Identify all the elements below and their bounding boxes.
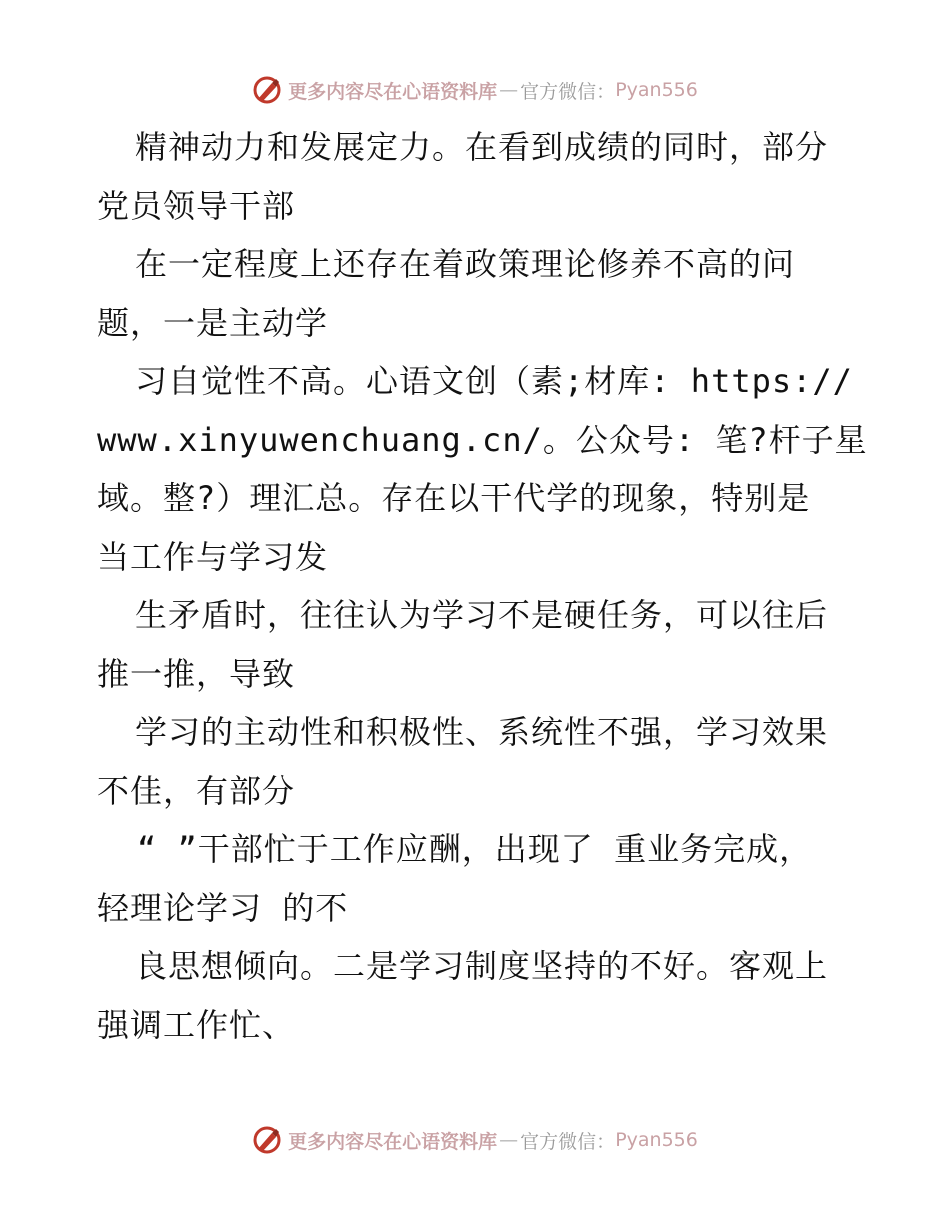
text-line: 当工作与学习发 bbox=[97, 537, 329, 576]
text-line: 不佳，有部分 bbox=[97, 771, 296, 810]
banner-dash: — bbox=[499, 79, 519, 101]
text-line: 轻理论学习 的不 bbox=[97, 888, 349, 927]
pen-logo-icon bbox=[252, 75, 282, 105]
text-line: 党员领导干部 bbox=[97, 186, 296, 225]
document-body bbox=[97, 118, 887, 1054]
text-line: www.xinyuwenchuang.cn/。公众号: 笔?杆子星 bbox=[97, 420, 868, 459]
footer-banner bbox=[0, 1120, 950, 1160]
text-line: 推一推，导致 bbox=[97, 654, 296, 693]
text-line: 精神动力和发展定力。在看到成绩的同时，部分 bbox=[135, 128, 829, 166]
text-line: 习自觉性不高。心语文创（素;材库: https:// bbox=[135, 362, 853, 400]
pen-logo-icon bbox=[252, 1125, 282, 1155]
text-line: 域。整?）理汇总。存在以干代学的现象，特别是 bbox=[97, 479, 811, 517]
banner-wechat-label: 官方微信： bbox=[520, 1130, 616, 1153]
banner-title: 更多内容尽在心语资料库 bbox=[288, 80, 498, 103]
text-line: 良思想倾向。二是学习制度坚持的不好。客观上 bbox=[135, 947, 829, 985]
text-line: 生矛盾时，往往认为学习不是硬任务，可以往后 bbox=[135, 596, 829, 634]
banner-wechat-id: Pyan556 bbox=[615, 79, 698, 101]
banner-wechat-label: 官方微信： bbox=[520, 80, 616, 103]
text-line: “ ”干部忙于工作应酬，出现了 重业务完成， bbox=[137, 830, 813, 868]
header-banner bbox=[0, 70, 950, 110]
banner-wechat-id: Pyan556 bbox=[615, 1129, 698, 1151]
text-line: 题，一是主动学 bbox=[97, 303, 329, 342]
banner-dash: — bbox=[499, 1129, 519, 1151]
text-line: 在一定程度上还存在着政策理论修养不高的问 bbox=[135, 245, 796, 283]
banner-title: 更多内容尽在心语资料库 bbox=[288, 1130, 498, 1153]
text-line: 强调工作忙、 bbox=[97, 1005, 296, 1044]
text-line: 学习的主动性和积极性、系统性不强，学习效果 bbox=[135, 713, 829, 751]
